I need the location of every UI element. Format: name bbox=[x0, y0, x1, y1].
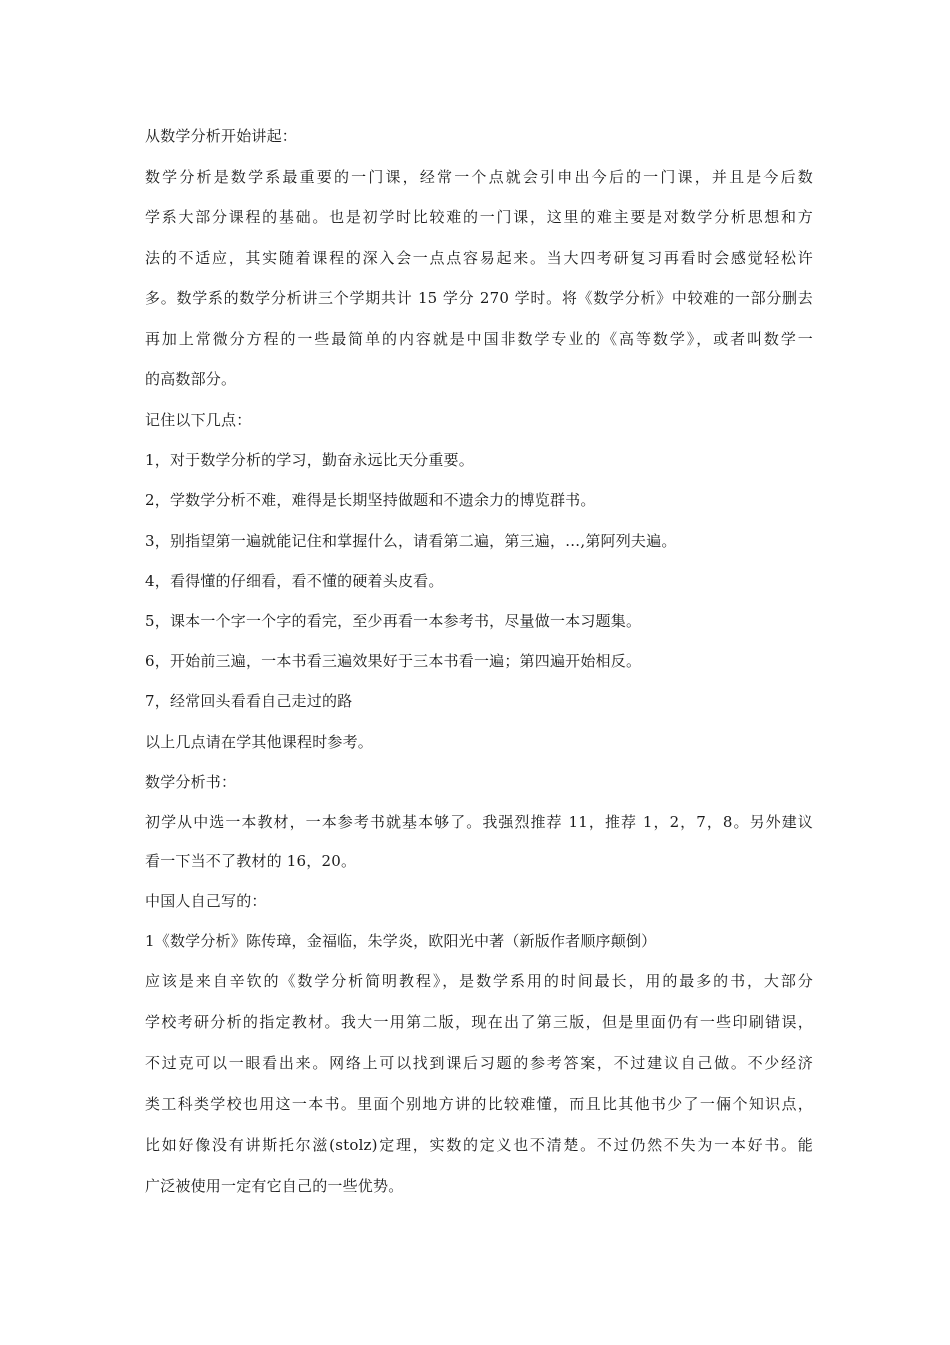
books-para-line: 看一下当不了教材的 16，20。 bbox=[145, 852, 357, 870]
remember-heading: 记住以下几点： bbox=[145, 411, 252, 429]
list-item: 6，开始前三遍，一本书看三遍效果好于三本书看一遍；第四遍开始相反。 bbox=[145, 652, 642, 670]
points-note: 以上几点请在学其他课程时参考。 bbox=[145, 733, 374, 751]
intro-para-line: 数学分析是数学系最重要的一门课，经常一个点就会引申出今后的一门课，并且是今后数 bbox=[145, 168, 813, 186]
list-item: 5，课本一个字一个字的看完，至少再看一本参考书，尽量做一本习题集。 bbox=[145, 612, 642, 630]
intro-para-line: 法的不适应，其实随着课程的深入会一点点容易起来。当大四考研复习再看时会感觉轻松许 bbox=[145, 249, 813, 267]
list-item: 2，学数学分析不难，难得是长期坚持做题和不遗余力的博览群书。 bbox=[145, 491, 596, 509]
books-para-line: 初学从中选一本教材，一本参考书就基本够了。我强烈推荐 11，推荐 1，2，7，8。另外建议 bbox=[145, 813, 813, 831]
intro-para-line: 的高数部分。 bbox=[145, 370, 237, 388]
intro-heading: 从数学分析开始讲起： bbox=[145, 127, 298, 145]
book-para-line: 学校考研分析的指定教材。我大一用第二版，现在出了第三版，但是里面仍有一些印刷错误， bbox=[145, 1013, 813, 1031]
book-para-line: 广泛被使用一定有它自己的一些优势。 bbox=[145, 1177, 404, 1195]
chinese-books-heading: 中国人自己写的： bbox=[145, 892, 267, 910]
intro-para-line: 学系大部分课程的基础。也是初学时比较难的一门课，这里的难主要是对数学分析思想和方 bbox=[145, 208, 813, 226]
books-heading: 数学分析书： bbox=[145, 773, 237, 791]
list-item: 7，经常回头看看自己走过的路 bbox=[145, 692, 353, 710]
intro-para-line: 再加上常微分方程的一些最简单的内容就是中国非数学专业的《高等数学》，或者叫数学一 bbox=[145, 330, 813, 348]
book-para-line: 比如好像没有讲斯托尔滋(stolz)定理，实数的定义也不清楚。不过仍然不失为一本好书。能 bbox=[145, 1136, 813, 1154]
list-item: 1，对于数学分析的学习，勤奋永远比天分重要。 bbox=[145, 451, 474, 469]
book-title: 1《数学分析》陈传璋，金福临，朱学炎，欧阳光中著（新版作者顺序颠倒） bbox=[145, 932, 657, 950]
book-para-line: 类工科类学校也用这一本书。里面个别地方讲的比较难懂，而且比其他书少了一倆个知识点， bbox=[145, 1095, 813, 1113]
book-para-line: 应该是来自辛钦的《数学分析简明教程》，是数学系用的时间最长，用的最多的书，大部分 bbox=[145, 972, 813, 990]
list-item: 3，别指望第一遍就能记住和掌握什么，请看第二遍，第三遍，…,第阿列夫遍。 bbox=[145, 532, 677, 550]
book-para-line: 不过克可以一眼看出来。网络上可以找到课后习题的参考答案，不过建议自己做。不少经济 bbox=[145, 1054, 813, 1072]
intro-para-line: 多。数学系的数学分析讲三个学期共计 15 学分 270 学时。将《数学分析》中较难的一部分删去 bbox=[145, 289, 813, 307]
list-item: 4，看得懂的仔细看，看不懂的硬着头皮看。 bbox=[145, 572, 444, 590]
